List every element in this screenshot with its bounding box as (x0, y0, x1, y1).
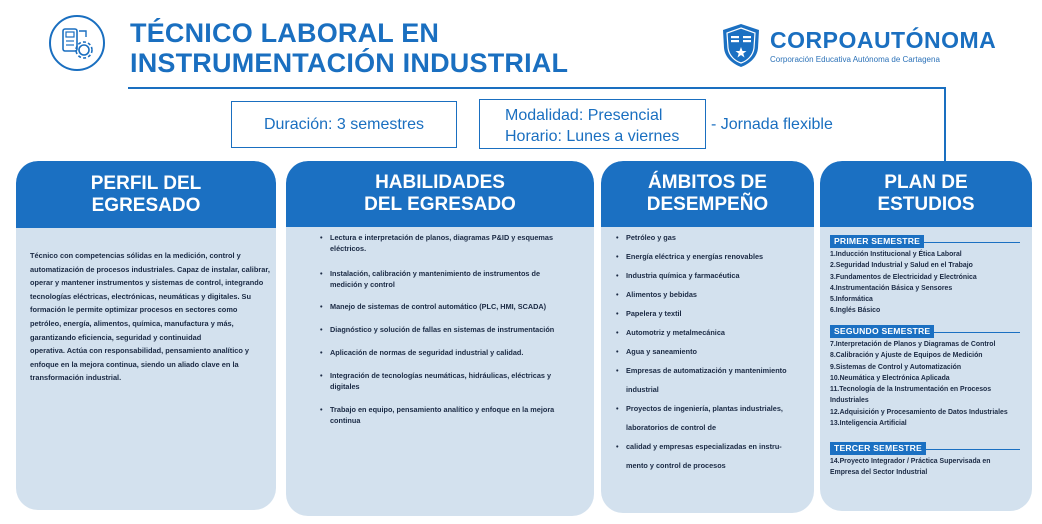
course-item: 9.Sistemas de Control y Automatización (830, 363, 962, 371)
title-line-2: INSTRUMENTACIÓN INDUSTRIAL (130, 48, 569, 78)
list-item: • Instalación, calibración y mantenimiento de instrumentos de medición y control (330, 268, 570, 290)
ambitos-header (601, 161, 814, 227)
perfil-text-part-2: operativa. Actúa con responsabilidad, pensamiento analítico y enfoque en la mejora continua, siendo un aliado clave en la transformación industrial. (30, 346, 250, 383)
course-item: 8.Calibración y Ajuste de Equipos de Medición (830, 352, 983, 360)
list-item: • Proyectos de ingeniería, plantas industriales, (626, 399, 806, 418)
list-item: • Industria química y farmacéutica (626, 266, 806, 285)
list-item: • Manejo de sistemas de control automático (PLC, HMI, SCADA) (330, 301, 570, 312)
course-item: 11.Tecnología de la Instrumentación en Procesos Industriales (830, 386, 992, 405)
list-item: laboratorios de control de (626, 423, 717, 432)
list-item: • Empresas de automatización y mantenimiento (626, 361, 806, 380)
title-connector (944, 87, 946, 162)
duration-box (231, 101, 457, 148)
list-item: industrial (626, 385, 659, 394)
semester-block-2 (830, 321, 1020, 429)
list-item: • Automotriz y metalmecánica (626, 323, 806, 342)
habilidades-header (286, 161, 594, 227)
perfil-title-1: PERFIL DEL (90, 172, 202, 194)
course-item: 12.Adquisición y Procesamiento de Datos Industriales (830, 408, 1008, 416)
habilidades-title-1: HABILIDADES (375, 172, 505, 193)
course-item: 3.Fundamentos de Electricidad y Electrónica (830, 273, 977, 281)
instrumentation-gear-icon (49, 15, 105, 71)
shield-logo-icon (720, 22, 762, 68)
course-item: 7.Interpretación de Planos y Diagramas de Control (830, 341, 996, 348)
list-item: • calidad y empresas especializadas en instru- (626, 437, 806, 456)
title-line-1: TÉCNICO LABORAL EN (130, 18, 440, 48)
course-item: 2.Seguridad Industrial y Salud en el Trabajo (830, 262, 973, 270)
perfil-text-part-1: Técnico con competencias sólidas en la medición, control y automatización de procesos industriales. Capaz de instalar, calibrar, operar y mantener instrumentos y sistemas de control, integrando tecnologías eléctricas, electrónicas, neumáticas y digitales. Su formación le permite optimizar procesos en sectores como petróleo, energía, alimentos, química, manufactura y más, garantizando eficiencia, seguridad y continuidad (30, 251, 270, 342)
jornada-text: - Jornada flexible (711, 116, 833, 133)
list-item: • Diagnóstico y solución de fallas en sistemas de instrumentación (330, 324, 570, 335)
ambitos-title-1: ÁMBITOS DE (648, 172, 767, 193)
perfil-title-2: EGRESADO (91, 194, 201, 216)
list-item: • Petróleo y gas (626, 228, 806, 247)
course-item: 4.Instrumentación Básica y Sensores (830, 284, 953, 292)
perfil-card (16, 161, 276, 510)
list-item: • Lectura e interpretación de planos, diagramas P&ID y esquemas eléctricos. (330, 232, 570, 254)
semester-title: SEGUNDO SEMESTRE (830, 325, 934, 338)
semester-title: PRIMER SEMESTRE (830, 235, 924, 248)
perfil-header (16, 161, 276, 228)
semester-block-1 (830, 231, 1020, 317)
duration-text: Duración: 3 semestres (263, 115, 425, 133)
list-item: mento y control de procesos (626, 461, 726, 470)
course-item: 14.Proyecto Integrador / Práctica Supervisada en Empresa del Sector Industrial (830, 458, 991, 477)
course-item: 5.Informática (830, 296, 873, 304)
habilidades-title-2: DEL EGRESADO (364, 194, 516, 215)
ambitos-title-2: DESEMPEÑO (646, 194, 769, 215)
modality-text: Modalidad: Presencial (505, 107, 663, 124)
course-item: 6.Inglés Básico (830, 307, 881, 315)
schedule-text: Horario: Lunes a viernes (505, 128, 680, 145)
list-item: • Aplicación de normas de seguridad industrial y calidad. (330, 347, 570, 358)
list-item: • Papelera y textil (626, 304, 806, 323)
semester-block-3 (830, 438, 1005, 479)
plan-header (820, 161, 1032, 227)
habilidades-card (286, 161, 594, 516)
list-item: • Alimentos y bebidas (626, 285, 806, 304)
semester-title: TERCER SEMESTRE (830, 442, 926, 455)
plan-title-1: PLAN DE (884, 172, 968, 193)
brand-subtitle: Corporación Educativa Autónoma de Cartagena (770, 55, 940, 64)
course-item: 10.Neumática y Electrónica Aplicada (830, 374, 950, 382)
title-divider (128, 87, 946, 89)
brand-name: CORPOAUTÓNOMA (770, 27, 997, 53)
plan-title-2: ESTUDIOS (877, 194, 975, 215)
perfil-text (30, 249, 270, 385)
course-item: 13.Inteligencia Artificial (830, 420, 907, 428)
list-item: • Integración de tecnologías neumáticas, hidráulicas, eléctricas y digitales (330, 370, 570, 392)
perfil-body (16, 227, 276, 510)
course-item: 1.Inducción Institucional y Ética Laboral (830, 251, 962, 258)
list-item: • Trabajo en equipo, pensamiento analítico y enfoque en la mejora continua (330, 404, 570, 426)
list-item: • Energía eléctrica y energías renovables (626, 247, 806, 266)
page-title (130, 18, 568, 78)
list-item: • Agua y saneamiento (626, 342, 806, 361)
modality-box (479, 99, 706, 149)
